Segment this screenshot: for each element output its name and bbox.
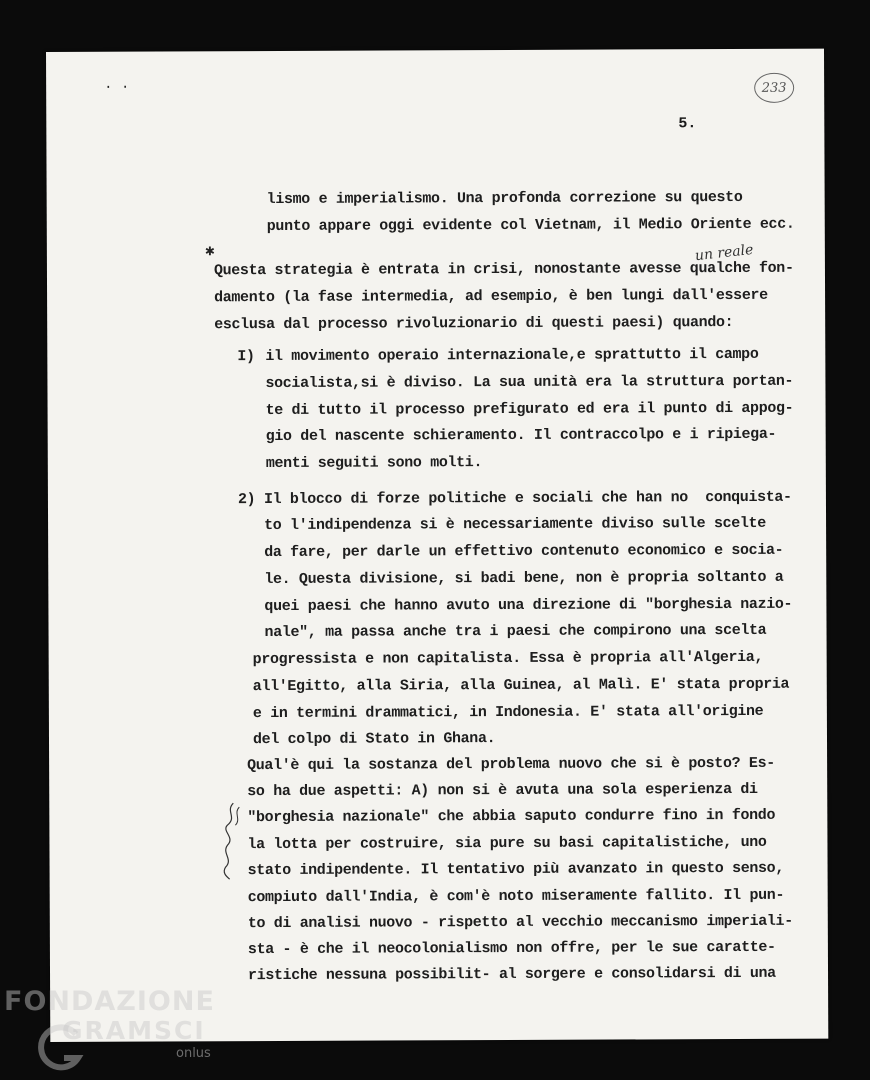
text-line: lismo e imperialismo. Una profonda correzione su questo xyxy=(266,188,743,209)
text-line: le. Questa divisione, si badi bene, non è propria soltanto a xyxy=(264,568,784,589)
text-line: del colpo di Stato in Ghana. xyxy=(252,730,496,749)
punch-dots: · · xyxy=(104,79,130,96)
text-line: socialista,si è diviso. La sua unità era la struttura portan- xyxy=(265,372,794,393)
text-line: Il blocco di forze politiche e sociali che han no conquista- xyxy=(263,488,792,509)
text-line: Questa strategia è entrata in crisi, nonostante avesse qualche fon- xyxy=(213,259,794,280)
text-line: quei paesi che hanno avuto una direzione di "borghesia nazio- xyxy=(264,595,793,616)
page-number: 5. xyxy=(678,115,697,133)
text-line: sta - è che il neocolonialismo non offre, per le sue caratte- xyxy=(247,938,776,959)
text-line: "borghesia nazionale" che abbia saputo condurre fino in fondo xyxy=(247,806,776,827)
text-line: to di analisi nuovo - rispetto al vecchio meccanismo imperiali- xyxy=(247,912,793,933)
archive-stamp: 233 xyxy=(754,73,794,103)
text-line: il movimento operaio internazionale,e sprattutto il campo xyxy=(265,345,759,366)
text-line: te di tutto il processo prefigurato ed era il punto di appog- xyxy=(265,399,794,420)
text-line: damento (la fase intermedia, ad esempio, è ben lungi dall'essere xyxy=(214,286,768,307)
watermark-onlus: onlus xyxy=(176,1046,211,1061)
text-line: compiuto dall'India, è com'è noto miseramente fallito. Il pun- xyxy=(247,886,785,907)
document-page xyxy=(46,49,828,1042)
text-line: to l'indipendenza si è necessariamente diviso sulle scelte xyxy=(264,514,766,535)
text-line: progressista e non capitalista. Essa è propria all'Algeria, xyxy=(252,648,764,669)
text-line: menti seguiti sono molti. xyxy=(265,454,483,473)
text-line: e in termini drammatici, in Indonesia. E' stata all'origine xyxy=(252,702,764,723)
watermark-subtitle: GRAMSCI xyxy=(62,1016,206,1045)
handwritten-insertion: un reale xyxy=(694,241,755,265)
text-line: Qual'è qui la sostanza del problema nuovo che si è posto? Es- xyxy=(247,754,775,775)
text-line: all'Egitto, alla Siria, alla Guinea, al Malì. E' stata propria xyxy=(252,675,790,696)
text-line: gio del nascente schieramento. Il contraccolpo e i ripiega- xyxy=(265,425,777,446)
text-line: da fare, per darle un effettivo contenuto economico e socia- xyxy=(264,541,784,562)
insertion-mark-icon: ✱ xyxy=(204,244,215,259)
text-line: ristiche nessuna possibilit- al sorgere e consolidarsi di una xyxy=(247,964,776,985)
text-line: stato indipendente. Il tentativo più avanzato in questo senso, xyxy=(247,859,785,880)
list-marker: I) xyxy=(237,348,255,366)
text-line: nale", ma passa anche tra i paesi che compirono una scelta xyxy=(264,621,767,642)
text-line: la lotta per costruire, sia pure su basi capitalistiche, uno xyxy=(247,833,767,854)
text-line: esclusa dal processo rivoluzionario di questi paesi) quando: xyxy=(214,314,734,334)
text-line: so ha due aspetti: A) non si è avuta una sola esperienza di xyxy=(247,780,758,801)
watermark-title: FONDAZIONE xyxy=(4,986,215,1017)
text-line: punto appare oggi evidente col Vietnam, il Medio Oriente ecc. xyxy=(266,215,795,236)
list-marker: 2) xyxy=(237,491,256,509)
margin-bracket-icon xyxy=(219,801,241,881)
